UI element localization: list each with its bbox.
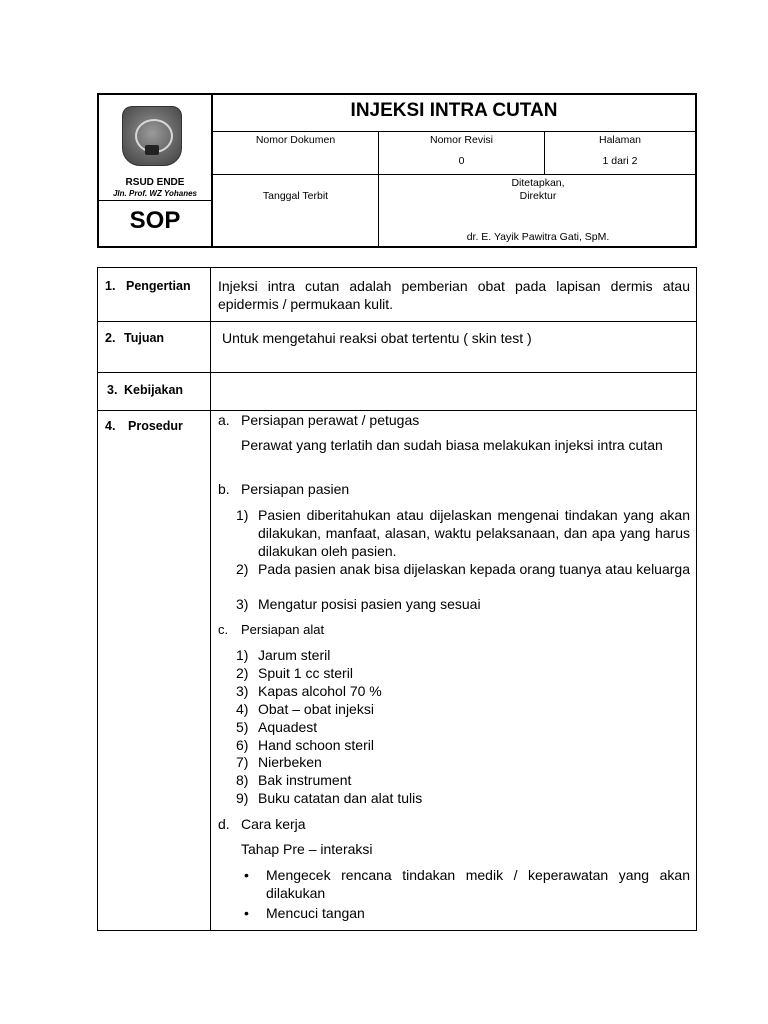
- section-2-number: 2.: [105, 331, 116, 345]
- section-4-label: Prosedur: [128, 419, 183, 433]
- prosedur-d-marker: d.: [218, 816, 230, 832]
- c-item: Nierbeken: [258, 754, 322, 771]
- prosedur-c-title: Persiapan alat: [241, 622, 325, 637]
- prosedur-d-title: Cara kerja: [241, 816, 306, 832]
- d-bullet-2: Mencuci tangan: [266, 905, 365, 921]
- sop-label: SOP: [129, 207, 181, 234]
- prosedur-b-marker: b.: [218, 481, 230, 497]
- document-title: INJEKSI INTRA CUTAN: [350, 100, 558, 121]
- c-item-number: 6): [236, 736, 249, 753]
- header-divider-row: [211, 174, 697, 175]
- revision-label: Nomor Revisi: [429, 134, 493, 146]
- prosedur-d-subtitle: Tahap Pre – interaksi: [241, 841, 373, 857]
- b-item-3: Mengatur posisi pasien yang sesuai: [258, 596, 481, 612]
- b-item-2: Pada pasien anak bisa dijelaskan kepada orang tuanya atau keluarga: [258, 561, 690, 577]
- b-item-3-number: 3): [236, 596, 249, 612]
- c-item: Hand schoon steril: [258, 736, 374, 753]
- tujuan-text: Untuk mengetahui reaksi obat tertentu ( skin test ): [222, 330, 532, 346]
- c-item: Obat – obat injeksi: [258, 700, 374, 717]
- b-item-2-number: 2): [236, 561, 249, 577]
- prosedur-c-marker: c.: [218, 622, 229, 637]
- c-item: Spuit 1 cc steril: [258, 664, 353, 681]
- header-divider-title: [211, 131, 697, 132]
- page-value: 1 dari 2: [602, 155, 638, 167]
- revision-value: 0: [458, 155, 465, 167]
- approved-label: Ditetapkan,: [511, 177, 565, 189]
- issue-date-label: Tanggal Terbit: [262, 190, 329, 202]
- c-item: Kapas alcohol 70 %: [258, 682, 382, 699]
- header-divider-sop: [97, 200, 212, 201]
- c-item: Aquadest: [258, 718, 318, 735]
- d-bullet-1: Mengecek rencana tindakan medik / keperawatan yang akan dilakukan: [266, 867, 690, 901]
- prosedur-a-text: Perawat yang terlatih dan sudah biasa melakukan injeksi intra cutan: [241, 437, 663, 453]
- row-divider-1: [97, 321, 697, 322]
- d-bullet-1-icon: •: [244, 867, 249, 883]
- approver-name: dr. E. Yayik Pawitra Gati, SpM.: [466, 231, 610, 243]
- pengertian-text: Injeksi intra cutan adalah pemberian obat pada lapisan dermis atau epidermis / permukaan kulit.: [218, 278, 690, 312]
- section-3-number: 3.: [107, 383, 118, 397]
- c-item-number: 3): [236, 682, 249, 699]
- row-divider-2: [97, 372, 697, 373]
- c-item: Bak instrument: [258, 772, 352, 789]
- c-item: Buku catatan dan alat tulis: [258, 790, 423, 807]
- section-4-number: 4.: [105, 419, 116, 433]
- hospital-logo: [122, 106, 182, 166]
- c-item-number: 8): [236, 772, 249, 789]
- table-divider-vertical: [210, 267, 211, 931]
- b-item-1-number: 1): [236, 507, 249, 523]
- c-item-number: 7): [236, 754, 249, 771]
- prosedur-a-marker: a.: [218, 412, 230, 428]
- section-2-label: Tujuan: [124, 331, 165, 345]
- section-3-label: Kebijakan: [124, 383, 184, 397]
- c-item: Jarum steril: [258, 647, 331, 663]
- section-1-label: Pengertian: [126, 279, 191, 293]
- hospital-address: Jln. Prof. WZ Yohanes: [112, 189, 197, 198]
- logo-tree-icon: [145, 145, 159, 155]
- c-item-number: 9): [236, 790, 249, 807]
- prosedur-b-title: Persiapan pasien: [241, 481, 350, 497]
- b-item-1: Pasien diberitahukan atau dijelaskan mengenai tindakan yang akan dilakukan, manfaat, alasan, waktu pelaksanaan, dan apa yang harus dilakukan oleh pasien.: [258, 507, 690, 559]
- c-item-number: 1): [236, 647, 249, 663]
- d-bullet-2-icon: •: [244, 905, 249, 921]
- hospital-name: RSUD ENDE: [125, 177, 185, 188]
- doc-number-label: Nomor Dokumen: [255, 134, 336, 146]
- c-item-number: 4): [236, 700, 249, 717]
- c-item-number: 5): [236, 718, 249, 735]
- approved-role: Direktur: [519, 190, 557, 202]
- prosedur-a-title: Persiapan perawat / petugas: [241, 412, 420, 428]
- section-1-number: 1.: [105, 279, 116, 293]
- page-label: Halaman: [598, 134, 642, 146]
- c-item-number: 2): [236, 664, 249, 681]
